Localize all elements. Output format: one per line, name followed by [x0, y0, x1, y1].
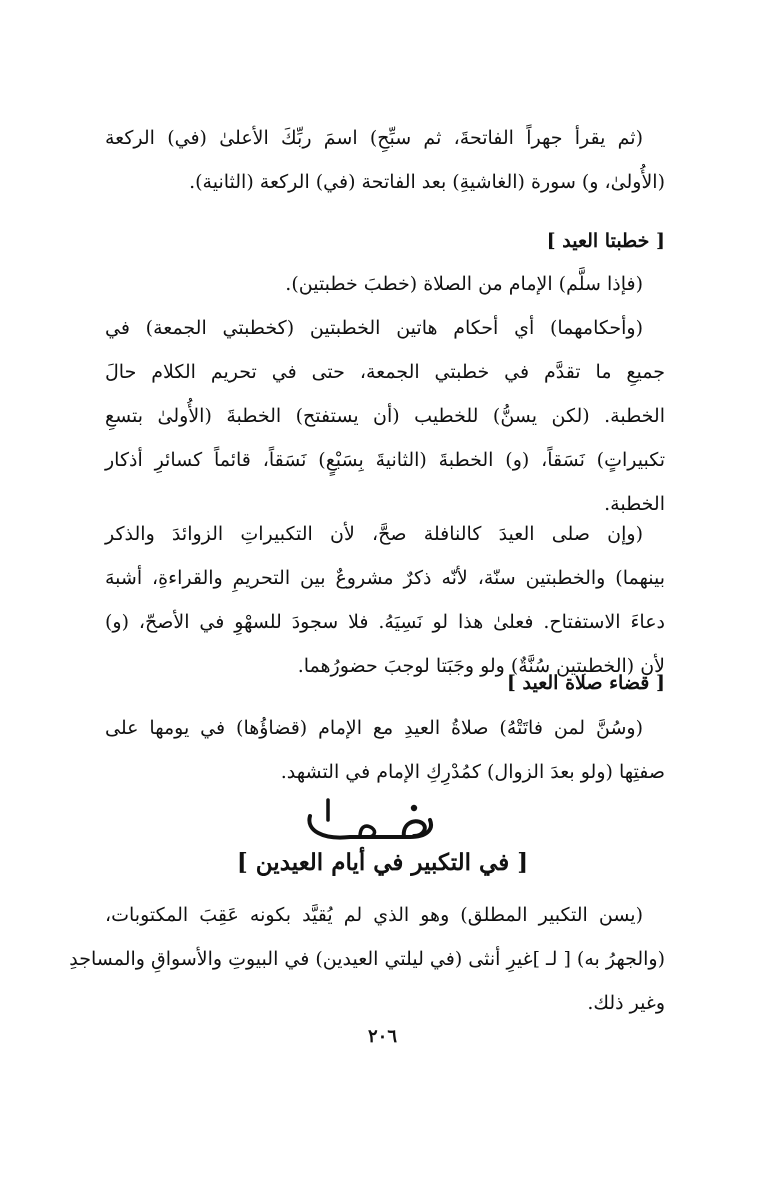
page-number: ٢٠٦: [367, 1026, 397, 1047]
text-line: الخطبة.: [604, 493, 665, 515]
text-line: لأن (الخطبتين سُنَّةٌ) ولو وجَبَتا لوجبَ حضورُهما.: [297, 655, 665, 677]
text-line: (الأُولىٰ، و) سورة (الغاشيةِ) بعد الفاتحة (في) الركعة (الثانية).: [189, 171, 665, 193]
paragraph-3: [105, 306, 665, 526]
text-line: تكبيراتٍ) نَسَقاً، (و) الخطبةَ (الثانيةَ بِسَبْعٍ) نَسَقاً، قائماً كسائرِ أذكار: [105, 449, 665, 471]
text-line: دعاءَ الاستفتاح. فعلىٰ هذا لو نَسِيَهُ. فلا سجودَ للسهْوِ في الأصحّ، (و): [105, 611, 665, 633]
heading-eid-makeup: [ قضاء صلاة العيد ]: [506, 672, 665, 694]
text-line: (وسُنَّ لمن فاتَتْهُ) صلاةُ العيدِ مع الإمام (قضاؤُها) في يومها على: [105, 717, 643, 739]
text-line: (وإن صلى العيدَ كالنافلة صحَّ، لأن التكبيراتِ الزوائدَ والذكر: [105, 523, 643, 545]
paragraph-1: [105, 116, 665, 204]
text-line: وغير ذلك.: [587, 992, 665, 1014]
text-line: جميعِ ما تقدَّم في خطبتي الجمعة، حتى في تحريم الكلام حالَ: [105, 361, 665, 383]
text-line: (يسن التكبير المطلق) وهو الذي لم يُقيَّد بكونه عَقِبَ المكتوبات،: [105, 904, 643, 926]
text-line: الخطبة. (لكن يسنُّ) للخطيب (أن يستفتح) الخطبةَ (الأُولىٰ بتسعِ: [105, 405, 665, 427]
heading-eid-sermons: [ خطبتا العيد ]: [546, 230, 665, 252]
text-line: صفتِها (ولو بعدَ الزوال) كمُدْرِكِ الإمام في التشهد.: [280, 761, 665, 783]
text-line: (والجهرُ به) [ لـ ]غيرِ أنثى (في ليلتي العيدين) في البيوتِ والأسواقِ والمساجدِ: [69, 948, 665, 970]
section-title: [ في التكبير في أيام العيدين ]: [236, 849, 529, 876]
text-line: بينهما) والخطبتين سنّة، لأنّه ذكرٌ مشروعٌ بين التحريمِ والقراءةِ، أشبهَ: [105, 567, 665, 589]
paragraph-2: [105, 262, 665, 306]
paragraph-6: [69, 893, 665, 1025]
text-line: (ثم يقرأ جهراً الفاتحةَ، ثم سبِّحِ) اسمَ ربِّكَ الأعلىٰ (في) الركعة: [105, 127, 643, 149]
text-line: (فإذا سلَّم) الإمام من الصلاة (خطبَ خطبتين).: [285, 273, 643, 295]
text-line: (وأحكامهما) أي أحكام هاتين الخطبتين (كخطبتي الجمعة) في: [105, 317, 643, 339]
paragraph-5: [105, 706, 665, 794]
